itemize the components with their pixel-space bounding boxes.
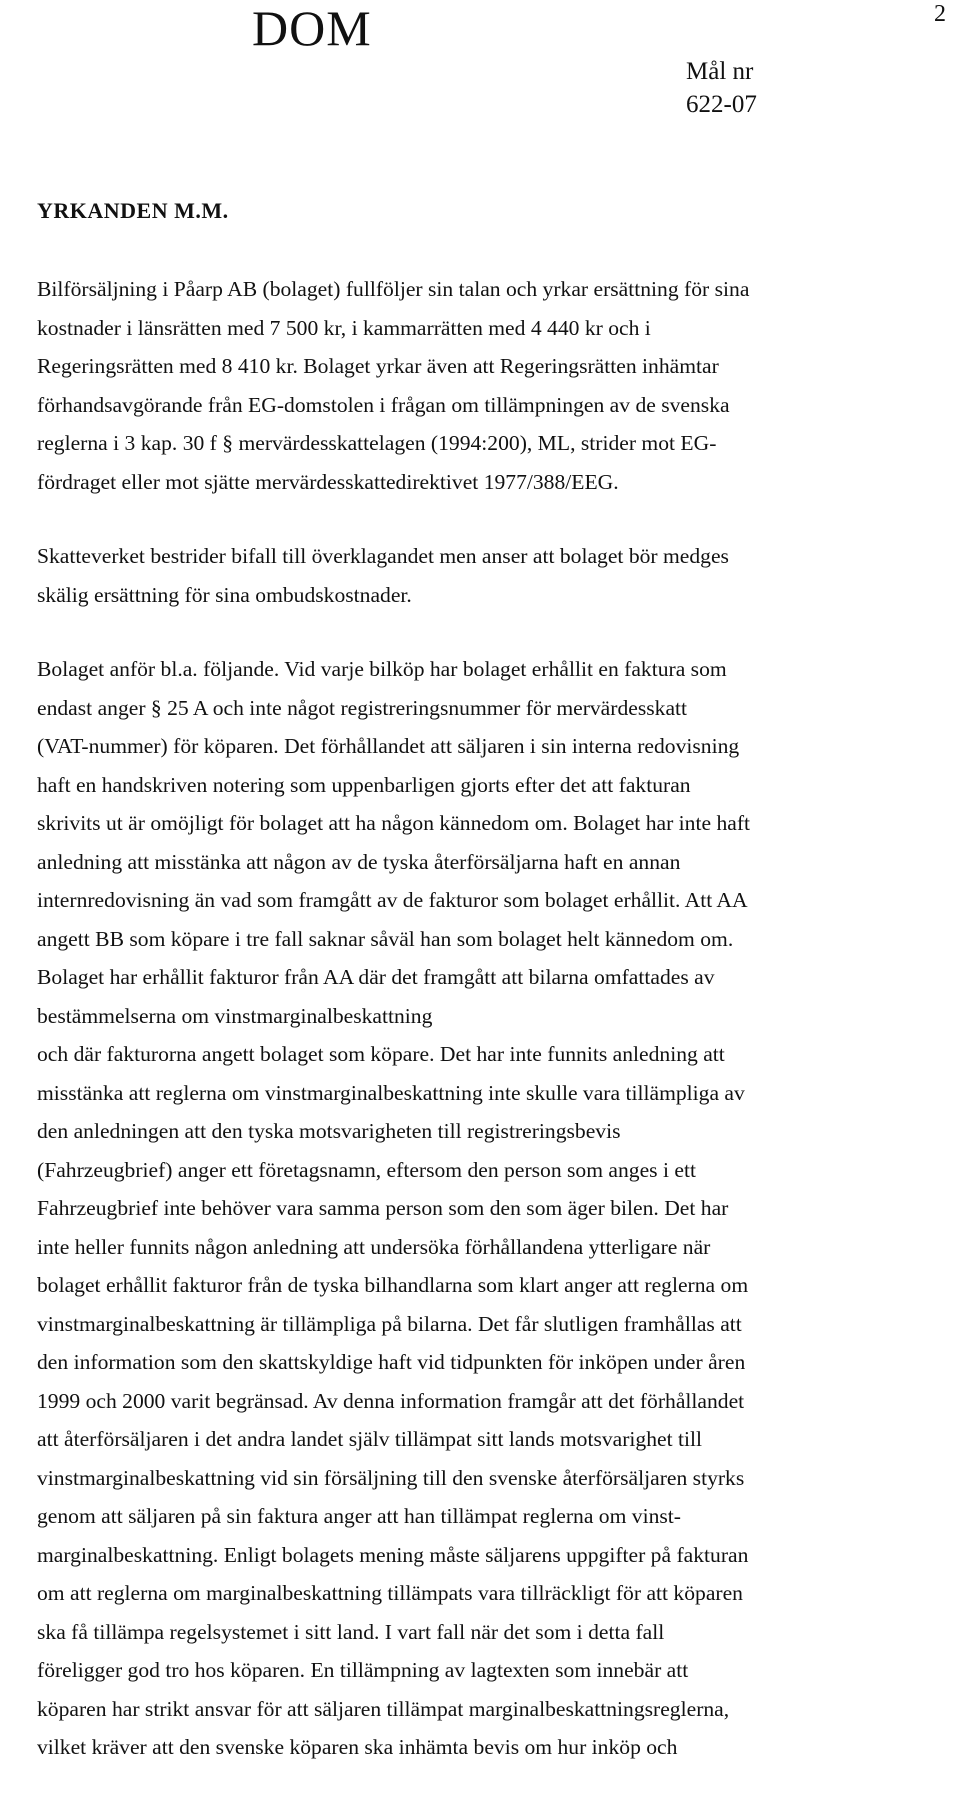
text-line: internredovisning än vad som framgått av de fakturor som bolaget erhållit. Att AA (37, 888, 748, 912)
body-text (37, 270, 927, 1767)
text-line: misstänka att reglerna om vinstmarginalbeskattning inte skulle vara tillämpliga av (37, 1080, 745, 1105)
text-line: (Fahrzeugbrief) anger ett företagsnamn, eftersom den person som anges i ett (37, 1157, 696, 1182)
page-number: 2 (934, 1, 946, 27)
text-line: haft en handskriven notering som uppenbarligen gjorts efter det att fakturan (37, 772, 691, 797)
text-line: genom att säljaren på sin faktura anger att han tillämpat reglerna om vinst- (37, 1504, 681, 1528)
text-line: den anledningen att den tyska motsvarigheten till registreringsbevis (37, 1119, 621, 1143)
document-title: DOM (252, 0, 372, 56)
text-line: 1999 och 2000 varit begränsad. Av denna information framgår att det förhållandet (37, 1388, 745, 1413)
section-heading: YRKANDEN M.M. (37, 198, 229, 223)
text-line: (VAT-nummer) för köparen. Det förhållandet att säljaren i sin interna redovisning (37, 734, 740, 758)
paragraph (37, 650, 927, 1767)
text-line: om att reglerna om marginalbeskattning tillämpats vara tillräckligt för att köparen (37, 1581, 743, 1605)
text-line: Skatteverket bestrider bifall till överklagandet men anser att bolaget bör medges (37, 544, 729, 568)
text-line: marginalbeskattning. Enligt bolagets mening måste säljarens uppgifter på fakturan (37, 1542, 749, 1567)
text-line: Fahrzeugbrief inte behöver vara samma person som den som äger bilen. Det har (37, 1196, 729, 1220)
text-line: att återförsäljaren i det andra landet själv tillämpat sitt lands motsvarighet till (37, 1427, 703, 1451)
paragraph (37, 537, 927, 614)
text-line: vinstmarginalbeskattning är tillämpliga på bilarna. Det får slutligen framhållas att (37, 1311, 742, 1336)
text-line: skälig ersättning för sina ombudskostnader. (37, 582, 412, 607)
text-line: Bolaget har erhållit fakturor från AA där det framgått att bilarna omfattades av (37, 965, 715, 989)
text-line: Regeringsrätten med 8 410 kr. Bolaget yrkar även att Regeringsrätten inhämtar (37, 354, 719, 378)
case-label: Mål nr (686, 58, 754, 85)
text-line: endast anger § 25 A och inte något registreringsnummer för mervärdesskatt (37, 695, 688, 720)
text-line: och där fakturorna angett bolaget som köpare. Det har inte funnits anledning att (37, 1042, 725, 1066)
text-line: förhandsavgörande från EG-domstolen i frågan om tillämpningen av de svenska (37, 392, 730, 417)
text-line: inte heller funnits någon anledning att undersöka förhållandena ytterligare när (37, 1234, 711, 1259)
text-line: föreligger god tro hos köparen. En tillämpning av lagtexten som innebär att (37, 1658, 689, 1682)
case-number: 622-07 (686, 91, 757, 118)
case-number-block (686, 55, 757, 121)
text-line: Bilförsäljning i Påarp AB (bolaget) fullföljer sin talan och yrkar ersättning för sina (37, 277, 750, 301)
text-line: ska få tillämpa regelsystemet i sitt land. I vart fall när det som i detta fall (37, 1619, 665, 1644)
text-line: anledning att misstänka att någon av de tyska återförsäljarna haft en annan (37, 849, 681, 874)
text-line: reglerna i 3 kap. 30 f § mervärdesskattelagen (1994:200), ML, strider mot EG- (37, 431, 717, 455)
text-line: skrivits ut är omöjligt för bolaget att ha någon kännedom om. Bolaget har inte haft (37, 811, 751, 835)
text-line: den information som den skattskyldige haft vid tidpunkten för inköpen under åren (37, 1350, 746, 1374)
text-line: fördraget eller mot sjätte mervärdesskattedirektivet 1977/388/EEG. (37, 469, 619, 494)
text-line: kostnader i länsrätten med 7 500 kr, i kammarrätten med 4 440 kr och i (37, 315, 651, 340)
text-line: bolaget erhållit fakturor från de tyska bilhandlarna som klart anger att reglerna om (37, 1273, 749, 1297)
text-line: angett BB som köpare i tre fall saknar såväl han som bolaget helt kännedom om. (37, 926, 734, 951)
text-line: Bolaget anför bl.a. följande. Vid varje bilköp har bolaget erhållit en faktura som (37, 657, 727, 681)
text-line: vinstmarginalbeskattning vid sin försäljning till den svenske återförsäljaren styrks (37, 1465, 745, 1490)
text-line: bestämmelserna om vinstmarginalbeskattning (37, 1003, 433, 1028)
paragraph (37, 270, 927, 501)
text-line: köparen har strikt ansvar för att säljaren tillämpat marginalbeskattningsreglerna, (37, 1696, 730, 1721)
text-line: vilket kräver att den svenske köparen ska inhämta bevis om hur inköp och (37, 1735, 678, 1759)
